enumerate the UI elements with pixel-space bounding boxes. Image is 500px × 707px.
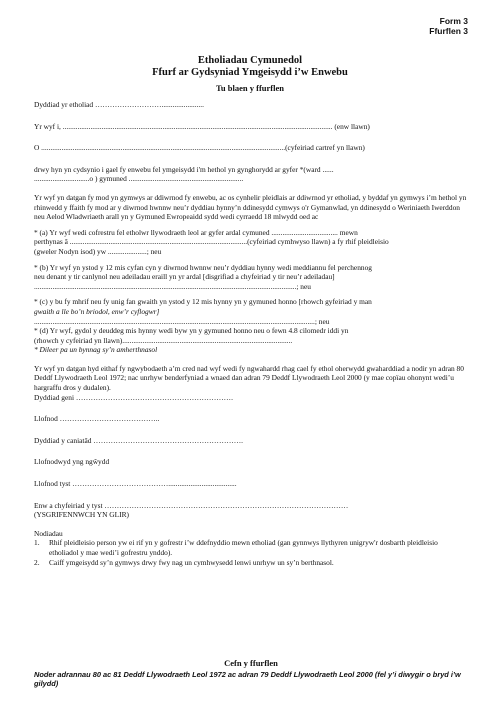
note-number: 1. bbox=[34, 538, 40, 548]
form-number-welsh: Ffurflen 3 bbox=[429, 26, 468, 36]
delete-as-appropriate-note: * Dileer pa un bynnag sy’n amherthnasol bbox=[34, 345, 158, 355]
disqualification-declaration: Yr wyf yn datgan hyd eithaf fy ngwybodaeth a’m cred nad wyf wedi fy ngwahardd rhag cael fy ethol oherwydd gwaharddiad a nodir yn adran 80 Deddf Llywodraeth Leol 1972; nac unrhyw benderfyniad a wnaed dan adran 79 Deddf Llywodraeth Leol 2000 (y mae copïau ohonynt wedi’u hargraffu dros y dudalen). bbox=[34, 363, 464, 393]
back-of-form-label: Cefn y ffurflen bbox=[224, 658, 278, 668]
home-address-field[interactable]: O ....................................................................................................................................(cyfeiriad cartref yn llawn) bbox=[34, 143, 365, 153]
condition-b-line3[interactable]: ..............................................................................................................................................; neu bbox=[34, 281, 311, 291]
witnessed-label: Llofnodwyd yng ngŵydd bbox=[34, 457, 110, 467]
witness-signature-field[interactable]: Llofnod tyst …………………………………..................................... bbox=[34, 479, 237, 489]
signature-field[interactable]: Llofnod ………………………………….. bbox=[34, 414, 160, 424]
election-date-field[interactable]: Dyddiad yr etholiad ………………………....................... bbox=[34, 100, 204, 109]
condition-a-line1[interactable]: * (a) Yr wyf wedi cofrestru fel etholwr llywodraeth leol ar gyfer ardal cymuned .................................... mewn bbox=[34, 227, 358, 237]
date-of-birth-field[interactable]: Dyddiad geni ………………………………………………………. bbox=[34, 392, 233, 402]
note-item bbox=[34, 558, 468, 568]
condition-d-line1: * (d) Yr wyf, gydol y deuddeg mis hynny wedi byw yn y gymuned honno neu o fewn 4.8 cilomedr iddi yn bbox=[34, 326, 349, 336]
legislation-note: Noder adrannau 80 ac 81 Deddf Llywodraeth Leol 1972 ac adran 79 Deddf Llywodraeth Leol 2000 (fel y’i diwygir o bryd i’w gilydd) bbox=[34, 670, 461, 689]
note-number: 2. bbox=[34, 557, 40, 567]
consent-community-line[interactable]: ..............................o ) gymuned .............................................................. bbox=[34, 174, 244, 184]
form-number-english: Form 3 bbox=[439, 16, 468, 26]
witness-name-address-field[interactable]: Enw a chyfeiriad y tyst ……………………………………………………………………………………… bbox=[34, 500, 349, 510]
form-reference bbox=[429, 16, 468, 36]
condition-d-line2[interactable]: (rhowch y cyfeiriad yn llawn)............................................................................................ bbox=[34, 335, 293, 345]
form-body bbox=[34, 100, 468, 567]
condition-b-line2: neu denant y tir canlynol neu adeiladau eraill yn yr ardal [disgrifiad a chyfeiriad y tir neu’r adeiladau] bbox=[34, 272, 335, 282]
document-subtitle: Ffurf ar Gydsyniad Ymgeisydd i’w Enwebu bbox=[152, 67, 348, 78]
consent-date-field[interactable]: Dyddiad y caniatâd ……………………………………………………. bbox=[34, 435, 243, 445]
condition-a-line3[interactable]: (gweler Nodyn isod) yw .....................; neu bbox=[34, 246, 162, 256]
eligibility-statement: Yr wyf yn datgan fy mod yn gymwys ar ddiwrnod fy enwebu, ac os cynhelir pleidlais ar ddiwrnod yr etholiad, y byddaf yn gymwys i’m hethol yn rhinwedd y ffaith fy mod ar y diwrnod hwnnw neu’r dyddiau hynny’n ddinesydd cymwys o'r Gymanwlad, yn ddinesydd o Weriniaeth Iwerddon neu Aelod Wladwriaeth arall yn y Gymuned Ewropeaidd sydd wedi cyrraedd 18 mlwydd oed ac bbox=[34, 192, 467, 222]
consent-ward-line[interactable]: drwy hyn yn cydsynio i gael fy enwebu fel ymgeisydd i'm hethol yn gynghorydd ar gyfer *(ward ...... bbox=[34, 164, 334, 174]
condition-c-line1: * (c) y bu fy mhrif neu fy unig fan gwaith yn ystod y 12 mis hynny yn y gymuned honno [rhowch gyfeiriad y man bbox=[34, 297, 372, 307]
note-item bbox=[34, 538, 468, 557]
notes-heading: Nodiadau bbox=[34, 528, 63, 538]
note-text: Caiff ymgeisydd sy’n gymwys drwy fwy nag un cymhwysedd lenwi unrhyw un sy’n berthnasol. bbox=[49, 557, 334, 567]
note-text: Rhif pleidleisio person yw ei rif yn y gofrestr i’w ddefnyddio mewn etholiad (gan gynnwys llythyren unigryw'r dosbarth pleidleisio etholiadol y mae wedi’i gofrestru ynddo). bbox=[49, 538, 438, 557]
condition-c-line3[interactable]: ........................................................................................................................................................; neu bbox=[34, 316, 330, 326]
condition-a-line2[interactable]: perthynas â ................................................................................................(cyfeiriad cymhwyso llawn) a fy rhif pleidleisio bbox=[34, 237, 389, 247]
back-of-form-section bbox=[34, 658, 468, 688]
condition-b-line1: * (b) Yr wyf yn ystod y 12 mis cyfan cyn y diwrnod hwnnw neu’r dyddiau hynny wedi meddiannu fel perchennog bbox=[34, 262, 372, 272]
front-of-form-label: Tu blaen y ffurflen bbox=[216, 83, 284, 93]
document-title: Etholiadau Cymunedol bbox=[197, 55, 303, 66]
condition-c-line2: gwaith a lle bo’n briodol, enw’r cyflogwr] bbox=[34, 306, 160, 316]
full-name-field[interactable]: Yr wyf i, .................................................................................................................................................. (enw llawn) bbox=[34, 121, 370, 131]
block-capitals-instruction: (YSGRIFENNWCH YN GLIR) bbox=[34, 510, 129, 520]
